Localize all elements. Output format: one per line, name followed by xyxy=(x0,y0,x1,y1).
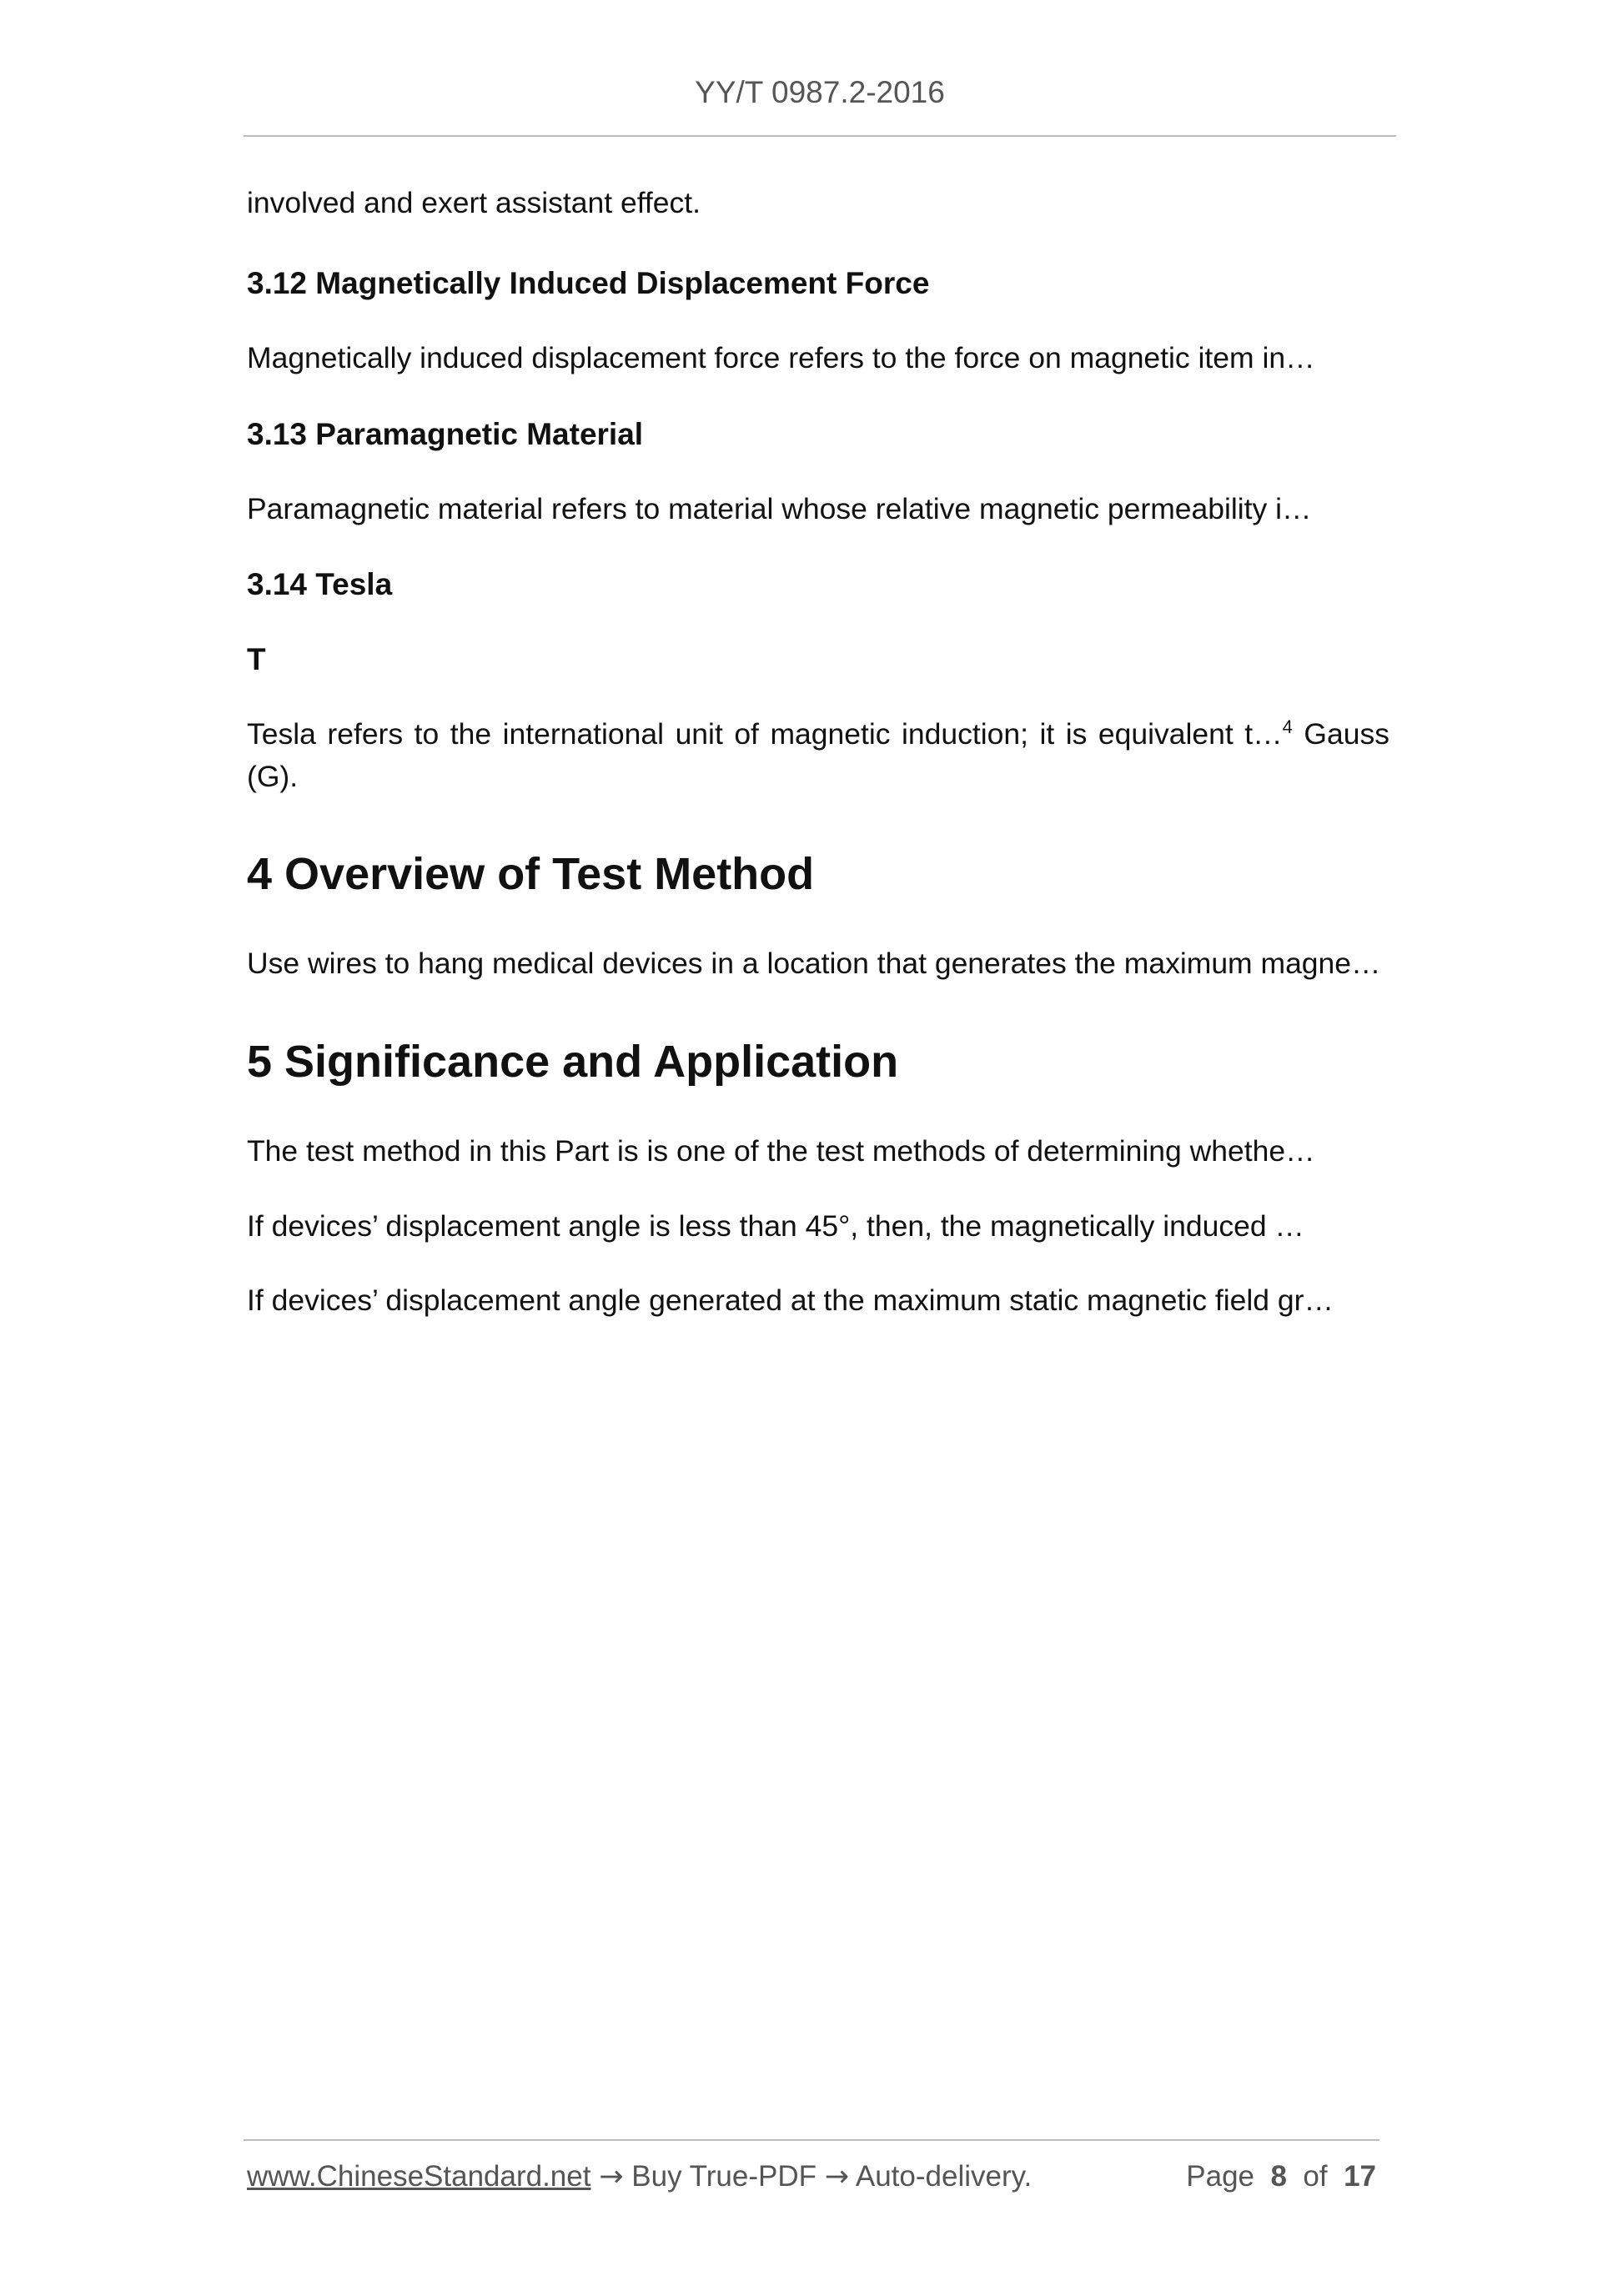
tesla-text-after: Gauss (G). xyxy=(247,716,1390,793)
section-4-heading: 4 Overview of Test Method xyxy=(247,848,815,899)
section-5-paragraph-1: The test method in this Part is is one of the test methods of determining whethe… xyxy=(247,1134,1315,1168)
website-link[interactable]: www.ChineseStandard.net xyxy=(247,2160,591,2193)
section-3-13-heading: 3.13 Paramagnetic Material xyxy=(247,417,644,451)
section-3-14-text xyxy=(247,713,1389,799)
section-5-heading: 5 Significance and Application xyxy=(247,1037,899,1087)
section-4-text: Use wires to hang medical devices in a location that generates the maximum magne… xyxy=(247,946,1381,980)
section-3-14-heading: 3.14 Tesla xyxy=(247,566,393,601)
section-3-13-text: Paramagnetic material refers to material whose relative magnetic permeability i… xyxy=(247,492,1312,525)
page-label: Page xyxy=(1186,2160,1255,2193)
tesla-exponent: 4 xyxy=(1282,716,1293,737)
page-header: YY/T 0987.2-2016 xyxy=(695,75,945,109)
intro-paragraph: involved and exert assistant effect. xyxy=(247,186,701,219)
section-3-12-heading: 3.12 Magnetically Induced Displacement Force xyxy=(247,265,930,300)
total-pages: 17 xyxy=(1344,2160,1376,2193)
arrow-right-icon: → xyxy=(599,2160,624,2193)
buy-true-pdf-text: Buy True-PDF xyxy=(631,2160,817,2193)
section-5-paragraph-3: If devices’ displacement angle generated at the maximum static magnetic field gr… xyxy=(247,1284,1334,1317)
header-divider xyxy=(244,135,1396,137)
current-page: 8 xyxy=(1270,2160,1287,2193)
of-label: of xyxy=(1303,2160,1328,2193)
section-3-12-text: Magnetically induced displacement force refers to the force on magnetic item in… xyxy=(247,340,1315,374)
section-3-14-symbol: T xyxy=(247,641,266,676)
section-5-paragraph-2: If devices’ displacement angle is less than 45°, then, the magnetically induced … xyxy=(247,1208,1304,1243)
document-body xyxy=(247,182,1389,1323)
auto-delivery-text: Auto-delivery. xyxy=(855,2160,1033,2193)
page-footer xyxy=(247,2160,1383,2193)
tesla-text-before: Tesla refers to the international unit of magnetic induction; it is equivalent t… xyxy=(247,716,1283,751)
page-number xyxy=(1186,2160,1376,2193)
footer-divider xyxy=(244,2139,1379,2141)
arrow-right-icon: → xyxy=(824,2160,850,2193)
